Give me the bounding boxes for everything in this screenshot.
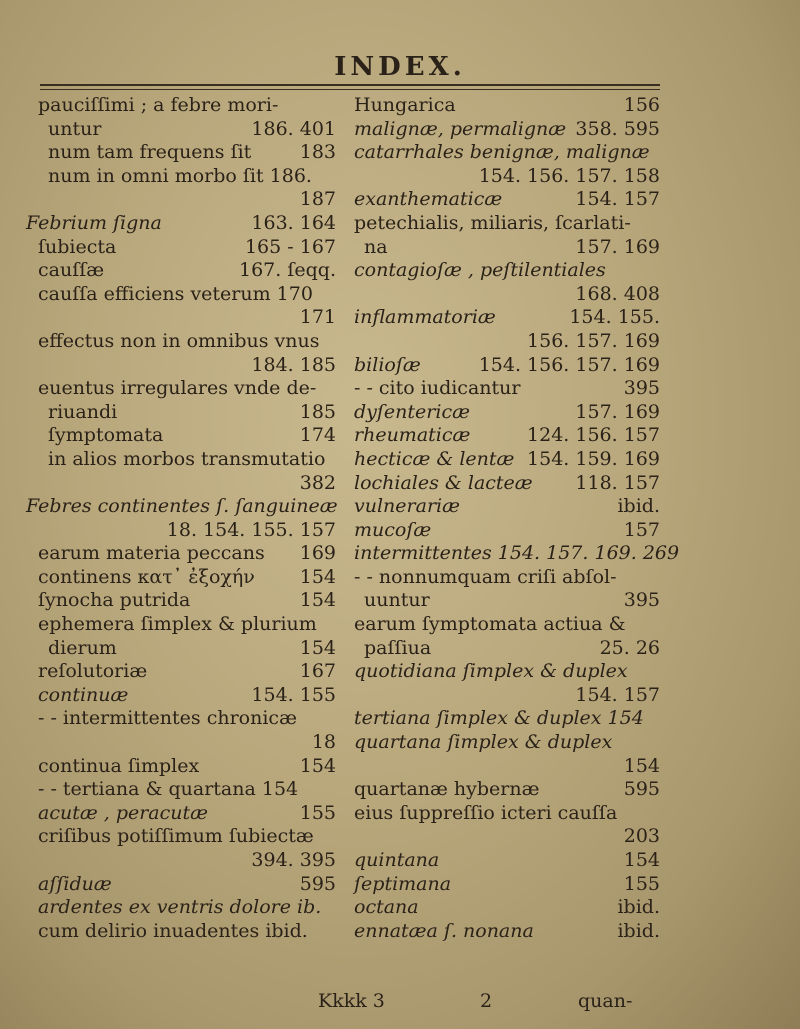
index-entry (342, 448, 660, 472)
index-entry (342, 472, 660, 496)
index-entry (26, 920, 336, 944)
page-ref: 169 (299, 542, 336, 565)
index-entry (342, 330, 660, 354)
index-entry (26, 118, 336, 142)
index-entry (342, 684, 660, 708)
page-ref: 154 (299, 589, 336, 612)
index-entry (342, 212, 660, 236)
entry-text: ſubiecta (38, 235, 117, 258)
page-ref: 394. 395 (251, 849, 336, 871)
index-entry (26, 354, 336, 378)
page-ref: 154 (299, 565, 336, 588)
index-entry (342, 283, 660, 307)
index-entry (342, 377, 660, 401)
entry-text: quotidiana ſimplex & duplex (354, 660, 628, 683)
index-entry (342, 401, 660, 425)
index-entry (26, 802, 336, 826)
entry-text: earum ſymptomata actiua & (354, 613, 626, 636)
entry-text: inflammatoriæ (354, 306, 496, 329)
index-entry (342, 873, 660, 897)
page-ref: 154. 157 (575, 683, 660, 706)
page-ref: 184. 185 (251, 353, 336, 376)
index-entry (342, 118, 660, 142)
page-ref: 18 (311, 731, 336, 754)
page-ref: 154. 155 (251, 683, 336, 706)
page-ref: 171 (299, 306, 336, 329)
entry-text: cum delirio inuadentes ibid. (38, 919, 308, 942)
page-ref: 154 (299, 754, 336, 777)
index-entry (342, 236, 660, 260)
page-ref: 154 (623, 754, 660, 777)
index-entry (26, 306, 336, 330)
entry-text: uuntur (364, 589, 430, 612)
index-entry (342, 731, 660, 755)
index-entry (26, 873, 336, 897)
page-ref: ibid. (617, 495, 660, 518)
page-ref: 154. 155. (569, 306, 660, 329)
signature-mark: Kkkk 3 (318, 990, 385, 1012)
index-entry (342, 778, 660, 802)
entry-text: ephemera ſimplex & plurium (38, 613, 317, 636)
index-entry (342, 920, 660, 944)
page-ref: 183 (299, 141, 336, 164)
index-entry (26, 896, 336, 920)
entry-text: petechialis, miliaris, ſcarlati- (354, 211, 631, 234)
index-entry (342, 141, 660, 165)
index-entry (26, 141, 336, 165)
entry-text: ſeptimana (354, 872, 452, 895)
index-entry (26, 731, 336, 755)
index-entry (26, 637, 336, 661)
index-entry (342, 825, 660, 849)
page-ref: 174 (299, 424, 336, 447)
entry-text: continuæ (38, 683, 129, 706)
right-column (342, 94, 680, 943)
index-entry (26, 684, 336, 708)
catchword: quan- (578, 990, 633, 1012)
entry-text: untur (48, 117, 102, 140)
page-ref: 155 (299, 801, 336, 824)
index-entry (342, 188, 660, 212)
page-ref: 163. 164 (251, 211, 336, 234)
index-entry (26, 542, 336, 566)
index-entry (26, 165, 336, 189)
page-header: INDEX. (334, 52, 466, 82)
index-entry (26, 707, 336, 731)
entry-text: rheumaticæ (354, 424, 471, 447)
index-entry (342, 424, 660, 448)
index-entry (342, 354, 660, 378)
entry-text: exanthematicæ (354, 188, 503, 211)
index-entry (26, 589, 336, 613)
entry-text: lochiales & lacteæ (354, 471, 533, 494)
page-ref: 118. 157 (575, 471, 660, 494)
index-entry (26, 188, 336, 212)
index-entry (26, 448, 336, 472)
index-entry (342, 589, 660, 613)
entry-text: mucoſæ (354, 518, 432, 541)
page-ref: 154 (299, 636, 336, 659)
entry-text: - - intermittentes chronicæ (38, 707, 297, 730)
entry-text: quintana (354, 849, 440, 871)
entry-text: dierum (48, 636, 117, 659)
entry-text: Febrium ſigna (26, 211, 162, 234)
entry-text: earum materia peccans (38, 542, 265, 565)
entry-text: paſſiua (364, 636, 432, 659)
entry-text: - - nonnumquam criſi abſol- (354, 565, 617, 588)
entry-text: reſolutoriæ (38, 660, 148, 683)
index-entry (26, 472, 336, 496)
page-ref: 358. 595 (575, 117, 660, 140)
page-ref: 155 (623, 872, 660, 895)
page-ref: 154 (623, 849, 660, 871)
entry-text: num tam frequens ſit (48, 141, 252, 164)
entry-text: cauſſæ (38, 259, 105, 282)
entry-text: euentus irregulares vnde de- (38, 377, 317, 400)
page-ref: 154. 156. 157. 169 (478, 353, 660, 376)
entry-text: vulnerariæ (354, 495, 460, 518)
entry-text: - - tertiana & quartana 154 (38, 778, 299, 801)
index-entry (26, 330, 336, 354)
entry-text: contagioſæ , peſtilentiales (354, 259, 606, 282)
index-entry (342, 306, 660, 330)
entry-text: catarrhales benignæ, malignæ (354, 141, 650, 164)
entry-text: hecticæ & lentæ (354, 447, 515, 470)
entry-text: ardentes ex ventris dolore ib. (38, 896, 322, 919)
page-ref: 395 (623, 377, 660, 400)
index-entry (342, 259, 660, 283)
left-column (26, 94, 336, 943)
index-entry (26, 519, 336, 543)
entry-text: Febres continentes ſ. ſanguineæ (26, 495, 338, 518)
index-entry (342, 849, 660, 873)
entry-text: na (364, 235, 388, 258)
index-entry (26, 424, 336, 448)
index-entry (342, 707, 660, 731)
entry-text: tertiana ſimplex & duplex 154 (354, 707, 644, 730)
entry-text: eius ſuppreſſio icteri cauſſa (354, 801, 618, 824)
page-ref: 157. 169 (575, 400, 660, 423)
entry-text: ſynocha putrida (38, 589, 191, 612)
entry-text: ſymptomata (48, 424, 164, 447)
index-entry (342, 637, 660, 661)
entry-text: quartanæ hybernæ (354, 778, 540, 801)
page-ref: 25. 26 (599, 636, 660, 659)
entry-text: riuandi (48, 400, 118, 423)
page-ref: ibid. (617, 919, 660, 942)
page-ref: 157 (623, 518, 660, 541)
index-entry (26, 236, 336, 260)
entry-text: num in omni morbo ſit 186. (48, 164, 312, 187)
index-entry (26, 660, 336, 684)
index-entry (342, 495, 660, 519)
index-entry (26, 377, 336, 401)
entry-text: effectus non in omnibus vnus (38, 329, 320, 352)
index-entry (26, 401, 336, 425)
entry-text: octana (354, 896, 419, 919)
entry-text: malignæ, permalignæ (354, 117, 567, 140)
index-entry (26, 94, 336, 118)
entry-text: bilioſæ (354, 353, 421, 376)
page-ref: 167 (299, 660, 336, 683)
page-ref: 203 (623, 825, 660, 848)
page-ref: 595 (299, 872, 336, 895)
entry-text: intermittentes 154. 157. 169. 269 (354, 542, 680, 565)
entry-text: in alios morbos transmutatio (48, 447, 326, 470)
page-ref: 165 - 167 (244, 235, 336, 258)
index-entry (342, 542, 680, 566)
page-ref: 187 (299, 188, 336, 211)
index-entry (342, 613, 660, 637)
page-ref: 154. 159. 169 (527, 447, 660, 470)
index-entry (342, 802, 660, 826)
page-ref: 395 (623, 589, 660, 612)
index-entry (342, 566, 660, 590)
page-ref: 156. 157. 169 (527, 329, 660, 352)
page-ref: 157. 169 (575, 235, 660, 258)
page-ref: 185 (299, 400, 336, 423)
entry-text: continens κατ᾽ ἐξοχήν (38, 565, 255, 588)
page-ref: 124. 156. 157 (527, 424, 660, 447)
index-entry (26, 495, 336, 519)
page-ref: 595 (623, 778, 660, 801)
entry-text: aſſiduæ (38, 872, 112, 895)
entry-text: cauſſa efficiens veterum 170 (38, 282, 313, 305)
index-entry (26, 283, 336, 307)
index-entry (342, 755, 660, 779)
page-ref: 382 (299, 471, 336, 494)
page-ref: 154. 157 (575, 188, 660, 211)
page-ref: 156 (623, 94, 660, 116)
page-ref: 167. ſeqq. (239, 259, 336, 282)
index-entry (26, 212, 336, 236)
entry-text: acutæ , peracutæ (38, 801, 209, 824)
index-entry (342, 896, 660, 920)
index-entry (26, 259, 336, 283)
footer-mark: 2 (480, 990, 493, 1012)
index-entry (26, 566, 336, 590)
index-entry (342, 165, 660, 189)
entry-text: continua ſimplex (38, 754, 200, 777)
entry-text: Hungarica (354, 94, 456, 116)
index-entry (342, 660, 660, 684)
index-entry (26, 825, 336, 849)
entry-text: ennatæa ſ. nonana (354, 919, 534, 942)
page-ref: 168. 408 (575, 282, 660, 305)
header-rule (40, 84, 660, 90)
index-entry (26, 613, 336, 637)
page-ref: 186. 401 (251, 117, 336, 140)
entry-text: quartana ſimplex & duplex (354, 731, 613, 754)
page-ref: ibid. (617, 896, 660, 919)
index-entry (342, 94, 660, 118)
index-entry (26, 755, 336, 779)
entry-text: dyſentericæ (354, 400, 470, 423)
index-entry (342, 519, 660, 543)
page-ref: 18. 154. 155. 157 (166, 518, 336, 541)
page-ref: 154. 156. 157. 158 (478, 164, 660, 187)
entry-text: criſibus potiſſimum ſubiectæ (38, 825, 314, 848)
entry-text: pauciſſimi ; a febre mori- (38, 94, 279, 116)
index-entry (26, 849, 336, 873)
entry-text: - - cito iudicantur (354, 377, 521, 400)
index-entry (26, 778, 336, 802)
